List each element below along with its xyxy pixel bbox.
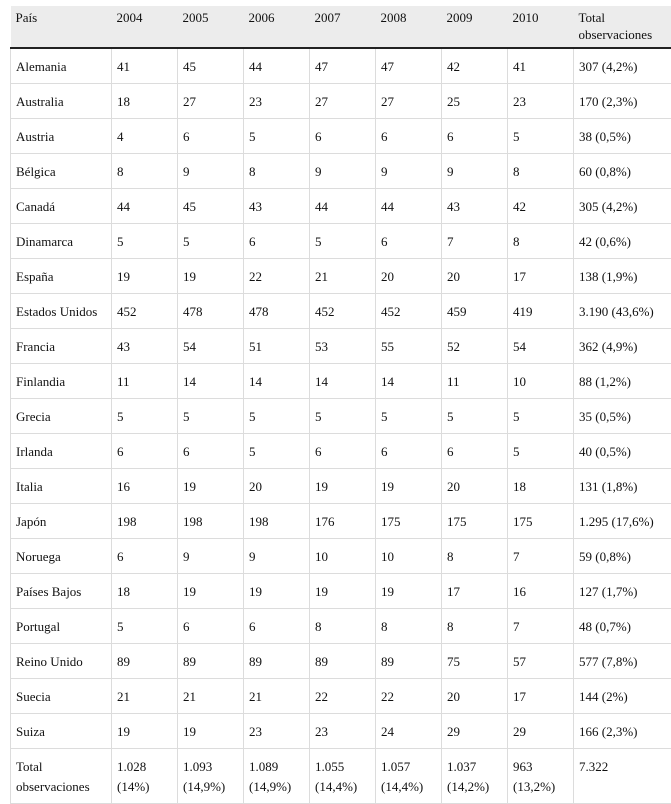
value-cell: 9 — [178, 539, 244, 574]
table-row — [11, 154, 671, 189]
value-cell: 43 — [112, 329, 178, 364]
total-cell: 48 (0,7%) — [574, 609, 671, 644]
value-cell: 27 — [310, 84, 376, 119]
value-cell: 452 — [310, 294, 376, 329]
table-row — [11, 259, 671, 294]
total-cell: 40 (0,5%) — [574, 434, 671, 469]
total-cell: 305 (4,2%) — [574, 189, 671, 224]
country-cell: Suiza — [11, 714, 112, 749]
header-country: País — [11, 6, 112, 48]
table-row — [11, 84, 671, 119]
value-cell: 198 — [178, 504, 244, 539]
value-cell: 18 — [112, 574, 178, 609]
value-cell: 6 — [376, 434, 442, 469]
table-row — [11, 399, 671, 434]
value-cell: 19 — [178, 574, 244, 609]
value-cell: 47 — [310, 48, 376, 84]
total-cell: 127 (1,7%) — [574, 574, 671, 609]
value-cell: 18 — [112, 84, 178, 119]
value-cell: 23 — [244, 714, 310, 749]
value-cell: 89 — [112, 644, 178, 679]
value-cell: 6 — [310, 434, 376, 469]
table-row — [11, 469, 671, 504]
total-cell: 362 (4,9%) — [574, 329, 671, 364]
value-cell: 51 — [244, 329, 310, 364]
country-cell: Estados Unidos — [11, 294, 112, 329]
value-cell: 19 — [310, 574, 376, 609]
value-cell: 6 — [376, 119, 442, 154]
value-cell: 6 — [376, 224, 442, 259]
value-cell: 11 — [112, 364, 178, 399]
value-cell: 22 — [244, 259, 310, 294]
value-cell: 27 — [376, 84, 442, 119]
value-cell: 5 — [376, 399, 442, 434]
value-cell: 963 (13,2%) — [508, 749, 574, 804]
value-cell: 1.037 (14,2%) — [442, 749, 508, 804]
value-cell: 29 — [442, 714, 508, 749]
country-cell: Países Bajos — [11, 574, 112, 609]
country-cell: Finlandia — [11, 364, 112, 399]
value-cell: 5 — [310, 399, 376, 434]
value-cell: 21 — [178, 679, 244, 714]
total-cell: 88 (1,2%) — [574, 364, 671, 399]
country-cell: Grecia — [11, 399, 112, 434]
table-row — [11, 679, 671, 714]
value-cell: 6 — [112, 434, 178, 469]
value-cell: 6 — [178, 434, 244, 469]
value-cell: 175 — [442, 504, 508, 539]
value-cell: 25 — [442, 84, 508, 119]
value-cell: 19 — [178, 469, 244, 504]
value-cell: 52 — [442, 329, 508, 364]
country-cell: Total observaciones — [11, 749, 112, 804]
value-cell: 8 — [310, 609, 376, 644]
value-cell: 23 — [244, 84, 310, 119]
table-row — [11, 329, 671, 364]
total-cell: 38 (0,5%) — [574, 119, 671, 154]
value-cell: 44 — [244, 48, 310, 84]
table-row — [11, 644, 671, 679]
value-cell: 41 — [508, 48, 574, 84]
value-cell: 42 — [508, 189, 574, 224]
value-cell: 452 — [112, 294, 178, 329]
value-cell: 14 — [376, 364, 442, 399]
value-cell: 419 — [508, 294, 574, 329]
value-cell: 6 — [178, 119, 244, 154]
value-cell: 54 — [508, 329, 574, 364]
value-cell: 11 — [442, 364, 508, 399]
value-cell: 19 — [112, 714, 178, 749]
value-cell: 24 — [376, 714, 442, 749]
value-cell: 53 — [310, 329, 376, 364]
value-cell: 20 — [442, 679, 508, 714]
value-cell: 14 — [244, 364, 310, 399]
value-cell: 7 — [508, 609, 574, 644]
value-cell: 19 — [376, 574, 442, 609]
country-cell: Portugal — [11, 609, 112, 644]
value-cell: 175 — [508, 504, 574, 539]
value-cell: 89 — [376, 644, 442, 679]
total-cell: 144 (2%) — [574, 679, 671, 714]
country-cell: Japón — [11, 504, 112, 539]
value-cell: 1.057 (14,4%) — [376, 749, 442, 804]
value-cell: 20 — [442, 469, 508, 504]
value-cell: 16 — [112, 469, 178, 504]
value-cell: 29 — [508, 714, 574, 749]
value-cell: 459 — [442, 294, 508, 329]
value-cell: 9 — [442, 154, 508, 189]
value-cell: 198 — [112, 504, 178, 539]
table-row — [11, 48, 671, 84]
value-cell: 47 — [376, 48, 442, 84]
value-cell: 17 — [508, 679, 574, 714]
value-cell: 19 — [112, 259, 178, 294]
country-cell: Bélgica — [11, 154, 112, 189]
value-cell: 41 — [112, 48, 178, 84]
value-cell: 19 — [376, 469, 442, 504]
value-cell: 6 — [178, 609, 244, 644]
value-cell: 1.028 (14%) — [112, 749, 178, 804]
value-cell: 5 — [508, 399, 574, 434]
header-year: 2009 — [442, 6, 508, 48]
value-cell: 75 — [442, 644, 508, 679]
header-total: Total observaciones — [574, 6, 671, 48]
total-row — [11, 749, 671, 804]
total-cell: 35 (0,5%) — [574, 399, 671, 434]
value-cell: 6 — [244, 224, 310, 259]
header-year: 2010 — [508, 6, 574, 48]
total-cell: 166 (2,3%) — [574, 714, 671, 749]
table-row — [11, 364, 671, 399]
value-cell: 43 — [244, 189, 310, 224]
table-row — [11, 224, 671, 259]
value-cell: 5 — [112, 224, 178, 259]
table-row — [11, 294, 671, 329]
value-cell: 19 — [178, 714, 244, 749]
value-cell: 23 — [508, 84, 574, 119]
total-cell: 170 (2,3%) — [574, 84, 671, 119]
country-cell: Suecia — [11, 679, 112, 714]
table-row — [11, 504, 671, 539]
total-cell: 59 (0,8%) — [574, 539, 671, 574]
country-cell: Noruega — [11, 539, 112, 574]
value-cell: 1.089 (14,9%) — [244, 749, 310, 804]
value-cell: 8 — [442, 539, 508, 574]
country-cell: Austria — [11, 119, 112, 154]
value-cell: 54 — [178, 329, 244, 364]
value-cell: 6 — [442, 434, 508, 469]
value-cell: 5 — [112, 399, 178, 434]
value-cell: 9 — [178, 154, 244, 189]
value-cell: 89 — [178, 644, 244, 679]
value-cell: 14 — [178, 364, 244, 399]
total-cell: 3.190 (43,6%) — [574, 294, 671, 329]
country-cell: Australia — [11, 84, 112, 119]
value-cell: 9 — [310, 154, 376, 189]
total-cell: 1.295 (17,6%) — [574, 504, 671, 539]
value-cell: 8 — [508, 224, 574, 259]
value-cell: 6 — [442, 119, 508, 154]
header-year: 2005 — [178, 6, 244, 48]
total-cell: 60 (0,8%) — [574, 154, 671, 189]
value-cell: 55 — [376, 329, 442, 364]
value-cell: 45 — [178, 48, 244, 84]
value-cell: 19 — [244, 574, 310, 609]
value-cell: 6 — [310, 119, 376, 154]
total-cell: 7.322 — [574, 749, 671, 804]
table-row — [11, 539, 671, 574]
total-cell: 138 (1,9%) — [574, 259, 671, 294]
value-cell: 5 — [244, 434, 310, 469]
value-cell: 4 — [112, 119, 178, 154]
value-cell: 176 — [310, 504, 376, 539]
observations-table — [10, 6, 671, 804]
value-cell: 20 — [244, 469, 310, 504]
value-cell: 19 — [178, 259, 244, 294]
value-cell: 5 — [178, 399, 244, 434]
country-cell: Irlanda — [11, 434, 112, 469]
value-cell: 478 — [244, 294, 310, 329]
value-cell: 8 — [376, 609, 442, 644]
value-cell: 17 — [442, 574, 508, 609]
value-cell: 10 — [310, 539, 376, 574]
value-cell: 89 — [310, 644, 376, 679]
value-cell: 8 — [508, 154, 574, 189]
value-cell: 478 — [178, 294, 244, 329]
value-cell: 21 — [244, 679, 310, 714]
value-cell: 27 — [178, 84, 244, 119]
country-cell: Francia — [11, 329, 112, 364]
value-cell: 5 — [310, 224, 376, 259]
value-cell: 42 — [442, 48, 508, 84]
value-cell: 16 — [508, 574, 574, 609]
value-cell: 22 — [310, 679, 376, 714]
value-cell: 89 — [244, 644, 310, 679]
value-cell: 21 — [112, 679, 178, 714]
value-cell: 5 — [112, 609, 178, 644]
country-cell: Canadá — [11, 189, 112, 224]
value-cell: 8 — [112, 154, 178, 189]
value-cell: 44 — [112, 189, 178, 224]
value-cell: 19 — [310, 469, 376, 504]
value-cell: 5 — [508, 119, 574, 154]
value-cell: 8 — [244, 154, 310, 189]
country-cell: España — [11, 259, 112, 294]
value-cell: 43 — [442, 189, 508, 224]
table-row — [11, 189, 671, 224]
value-cell: 1.093 (14,9%) — [178, 749, 244, 804]
value-cell: 20 — [442, 259, 508, 294]
value-cell: 6 — [244, 609, 310, 644]
table-row — [11, 574, 671, 609]
country-cell: Reino Unido — [11, 644, 112, 679]
value-cell: 7 — [442, 224, 508, 259]
value-cell: 57 — [508, 644, 574, 679]
header-year: 2006 — [244, 6, 310, 48]
table-body — [11, 48, 671, 804]
total-cell: 131 (1,8%) — [574, 469, 671, 504]
country-cell: Alemania — [11, 48, 112, 84]
value-cell: 5 — [442, 399, 508, 434]
total-cell: 577 (7,8%) — [574, 644, 671, 679]
header-year: 2008 — [376, 6, 442, 48]
value-cell: 9 — [376, 154, 442, 189]
value-cell: 44 — [376, 189, 442, 224]
value-cell: 5 — [244, 119, 310, 154]
header-row — [11, 6, 671, 48]
value-cell: 10 — [376, 539, 442, 574]
total-cell: 307 (4,2%) — [574, 48, 671, 84]
value-cell: 175 — [376, 504, 442, 539]
country-cell: Italia — [11, 469, 112, 504]
value-cell: 21 — [310, 259, 376, 294]
total-cell: 42 (0,6%) — [574, 224, 671, 259]
value-cell: 10 — [508, 364, 574, 399]
header-year: 2004 — [112, 6, 178, 48]
value-cell: 18 — [508, 469, 574, 504]
table-row — [11, 609, 671, 644]
value-cell: 5 — [244, 399, 310, 434]
value-cell: 198 — [244, 504, 310, 539]
value-cell: 5 — [508, 434, 574, 469]
value-cell: 5 — [178, 224, 244, 259]
value-cell: 23 — [310, 714, 376, 749]
table-row — [11, 714, 671, 749]
value-cell: 45 — [178, 189, 244, 224]
value-cell: 452 — [376, 294, 442, 329]
country-cell: Dinamarca — [11, 224, 112, 259]
value-cell: 6 — [112, 539, 178, 574]
value-cell: 22 — [376, 679, 442, 714]
table-row — [11, 434, 671, 469]
value-cell: 9 — [244, 539, 310, 574]
value-cell: 20 — [376, 259, 442, 294]
value-cell: 1.055 (14,4%) — [310, 749, 376, 804]
value-cell: 14 — [310, 364, 376, 399]
value-cell: 7 — [508, 539, 574, 574]
value-cell: 8 — [442, 609, 508, 644]
table-row — [11, 119, 671, 154]
header-year: 2007 — [310, 6, 376, 48]
value-cell: 44 — [310, 189, 376, 224]
value-cell: 17 — [508, 259, 574, 294]
